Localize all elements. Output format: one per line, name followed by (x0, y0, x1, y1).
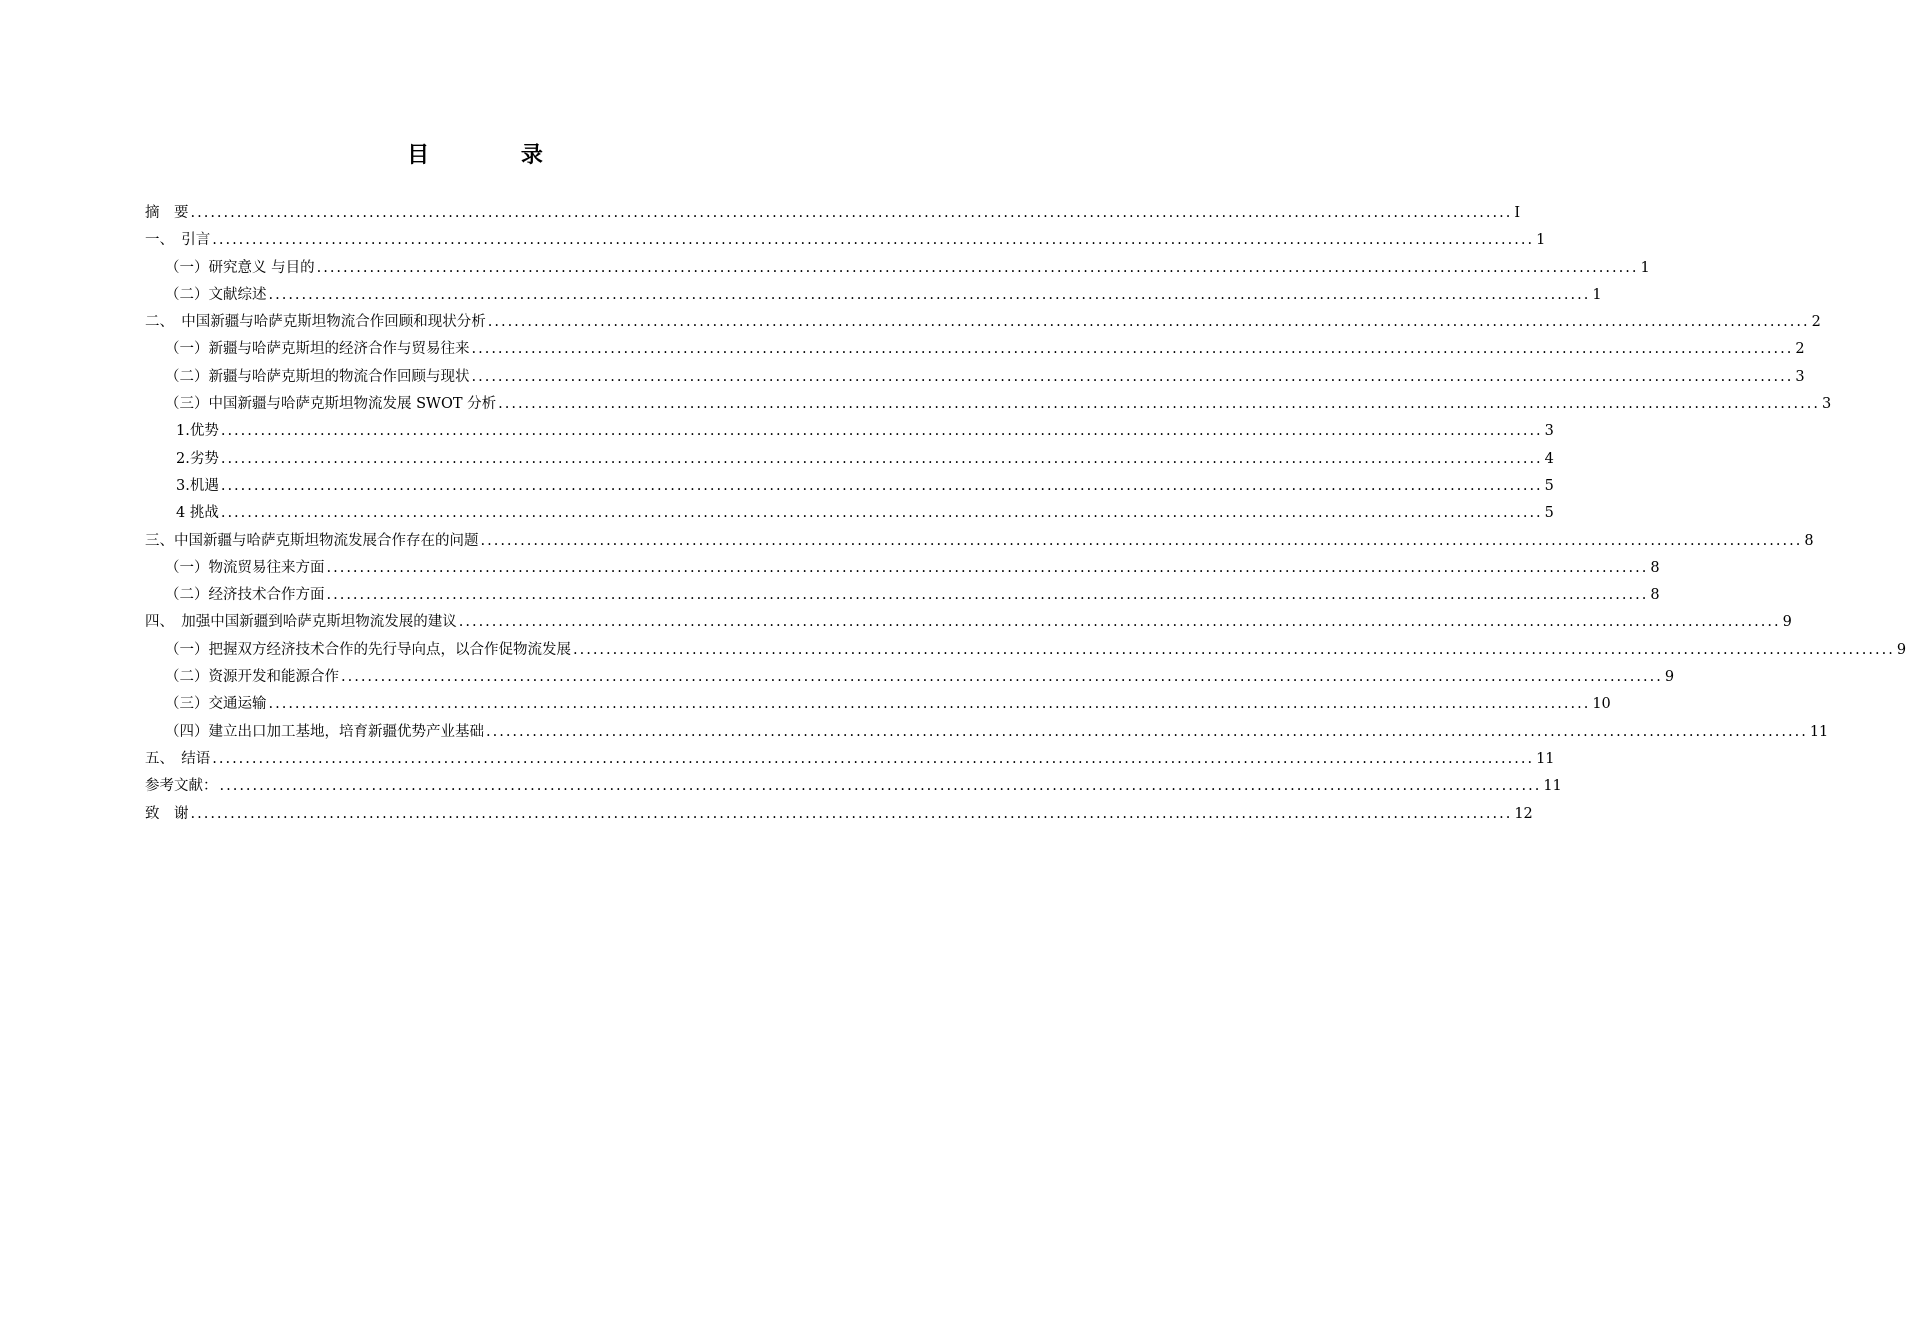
toc-page-number: 1 (1536, 232, 1546, 249)
toc-entry[interactable] (145, 692, 1611, 719)
toc-entry[interactable] (145, 747, 1555, 774)
toc-entry-label: 1.优势 (176, 423, 219, 440)
toc-entry-label: （二）经济技术合作方面 (165, 587, 325, 604)
toc-leader-dots: ........................................................................................................................................................................................................ (220, 450, 1543, 467)
toc-page-number: 5 (1544, 477, 1554, 494)
toc-leader-dots: ........................................................................................................................................................................................................ (220, 423, 1543, 440)
toc-leader-dots: ........................................................................................................................................................................................................ (212, 232, 1535, 249)
toc-leader-dots: ........................................................................................................................................................................................................ (219, 778, 1542, 795)
toc-entry[interactable] (145, 447, 1554, 474)
toc-page-number: 3 (1795, 368, 1805, 385)
toc-entry-label: （一）物流贸易往来方面 (165, 559, 325, 576)
toc-leader-dots: ........................................................................................................................................................................................................ (326, 559, 1649, 576)
toc-entry[interactable] (145, 610, 1792, 637)
toc-entry-label: 摘 要 (145, 205, 189, 221)
toc-entry[interactable] (145, 474, 1554, 501)
toc-entry[interactable] (145, 310, 1821, 337)
toc-entry[interactable] (145, 529, 1814, 556)
toc-leader-dots: ........................................................................................................................................................................................................ (326, 587, 1649, 604)
toc-entry[interactable] (145, 556, 1660, 583)
toc-page-number: 5 (1544, 505, 1554, 522)
toc-entry-label: 致 谢 (145, 805, 189, 822)
toc-leader-dots: ........................................................................................................................................................................................................ (190, 805, 1513, 822)
toc-page-number: 8 (1650, 587, 1660, 604)
toc-entry[interactable] (145, 665, 1675, 692)
toc-page-number: 11 (1536, 750, 1555, 767)
toc-leader-dots: ........................................................................................................................................................................................................ (486, 723, 1808, 740)
toc-entry-label: （二）文献综述 (165, 286, 267, 303)
toc-page-number: 12 (1514, 805, 1533, 822)
toc-leader-dots: ........................................................................................................................................................................................................ (268, 696, 1591, 713)
toc-leader-dots: ........................................................................................................................................................................................................ (487, 314, 1810, 331)
toc-leader-dots: ........................................................................................................................................................................................................ (458, 614, 1781, 631)
toc-leader-dots: ........................................................................................................................................................................................................ (471, 341, 1794, 358)
toc-entry-label: 一、 引言 (145, 232, 211, 249)
toc-entry[interactable] (145, 720, 1829, 747)
toc-entry-label: 参考文献： (145, 778, 218, 795)
toc-entry[interactable] (145, 501, 1554, 528)
toc-page-number: 8 (1650, 559, 1660, 576)
toc-page-number: 9 (1664, 669, 1675, 686)
toc-entry-label: （四）建立出口加工基地，培育新疆优势产业基础 (165, 723, 484, 740)
toc-entry-label: （一）研究意义 与目的 (165, 259, 315, 276)
toc-entry[interactable] (145, 283, 1602, 310)
toc-leader-dots: ........................................................................................................................................................................................................ (220, 477, 1543, 494)
toc-entry-label: （一）把握双方经济技术合作的先行导向点，以合作促物流发展 (165, 641, 571, 658)
toc-entry-label: （三）中国新疆与哈萨克斯坦物流发展 SWOT 分析 (165, 396, 497, 413)
toc-entry-label: 4 挑战 (176, 505, 219, 522)
toc-entry-label: 四、 加强中国新疆到哈萨克斯坦物流发展的建议 (145, 614, 457, 631)
toc-entry-label: （一）新疆与哈萨克斯坦的经济合作与贸易往来 (165, 341, 470, 358)
toc-page-number: I (1514, 205, 1521, 221)
toc-entry-label: 三、中国新疆与哈萨克斯坦物流发展合作存在的问题 (145, 532, 479, 549)
toc-leader-dots: ........................................................................................................................................................................................................ (471, 368, 1794, 385)
toc-entry[interactable] (145, 392, 1832, 419)
toc-page-number: 4 (1544, 450, 1554, 467)
toc-title: 目 录 (407, 142, 585, 168)
toc-entry-label: 五、 结语 (145, 750, 211, 767)
toc-entry[interactable] (145, 228, 1546, 255)
toc-page-number: 11 (1543, 778, 1562, 795)
toc-page-number: 1 (1640, 259, 1650, 276)
toc-entry-label: （二）新疆与哈萨克斯坦的物流合作回顾与现状 (165, 368, 470, 385)
toc-leader-dots: ........................................................................................................................................................................................................ (190, 205, 1513, 221)
toc-page-number: 10 (1592, 696, 1611, 713)
toc-entry-label: 3.机遇 (176, 477, 219, 494)
toc-entry[interactable] (145, 419, 1554, 446)
toc-entry[interactable] (145, 583, 1660, 610)
toc-leader-dots: ........................................................................................................................................................................................................ (573, 641, 1895, 658)
toc-entry[interactable] (145, 337, 1805, 364)
toc-leader-dots: ........................................................................................................................................................................................................ (316, 259, 1639, 276)
toc-page-number: 3 (1821, 396, 1832, 413)
toc-page-number: 2 (1795, 341, 1805, 358)
toc-leader-dots: ........................................................................................................................................................................................................ (341, 669, 1663, 686)
toc-page-number: 8 (1804, 532, 1814, 549)
toc-page-number: 9 (1896, 641, 1906, 658)
toc-leader-dots: ........................................................................................................................................................................................................ (212, 750, 1535, 767)
toc-page-number: 9 (1782, 614, 1792, 631)
toc-page-number: 11 (1809, 723, 1829, 740)
toc-leader-dots: ........................................................................................................................................................................................................ (220, 505, 1543, 522)
toc-entry[interactable] (145, 256, 1650, 283)
toc-leader-dots: ........................................................................................................................................................................................................ (268, 286, 1591, 303)
toc-entry[interactable] (145, 774, 1562, 801)
toc-leader-dots: ........................................................................................................................................................................................................ (480, 532, 1803, 549)
toc-entry-label: 2.劣势 (176, 450, 219, 467)
toc-entry-label: 二、 中国新疆与哈萨克斯坦物流合作回顾和现状分析 (145, 314, 486, 331)
toc-page-number: 2 (1811, 314, 1821, 331)
toc-page-number: 1 (1592, 286, 1602, 303)
toc-entry[interactable] (145, 201, 1521, 228)
toc-entry[interactable] (145, 802, 1533, 829)
toc-page-number: 3 (1544, 423, 1554, 440)
table-of-contents (145, 201, 1906, 829)
toc-entry-label: （二）资源开发和能源合作 (165, 669, 339, 686)
toc-entry[interactable] (145, 638, 1906, 665)
toc-entry-label: （三）交通运输 (165, 696, 267, 713)
toc-leader-dots: ........................................................................................................................................................................................................ (498, 396, 1820, 413)
toc-entry[interactable] (145, 365, 1805, 392)
